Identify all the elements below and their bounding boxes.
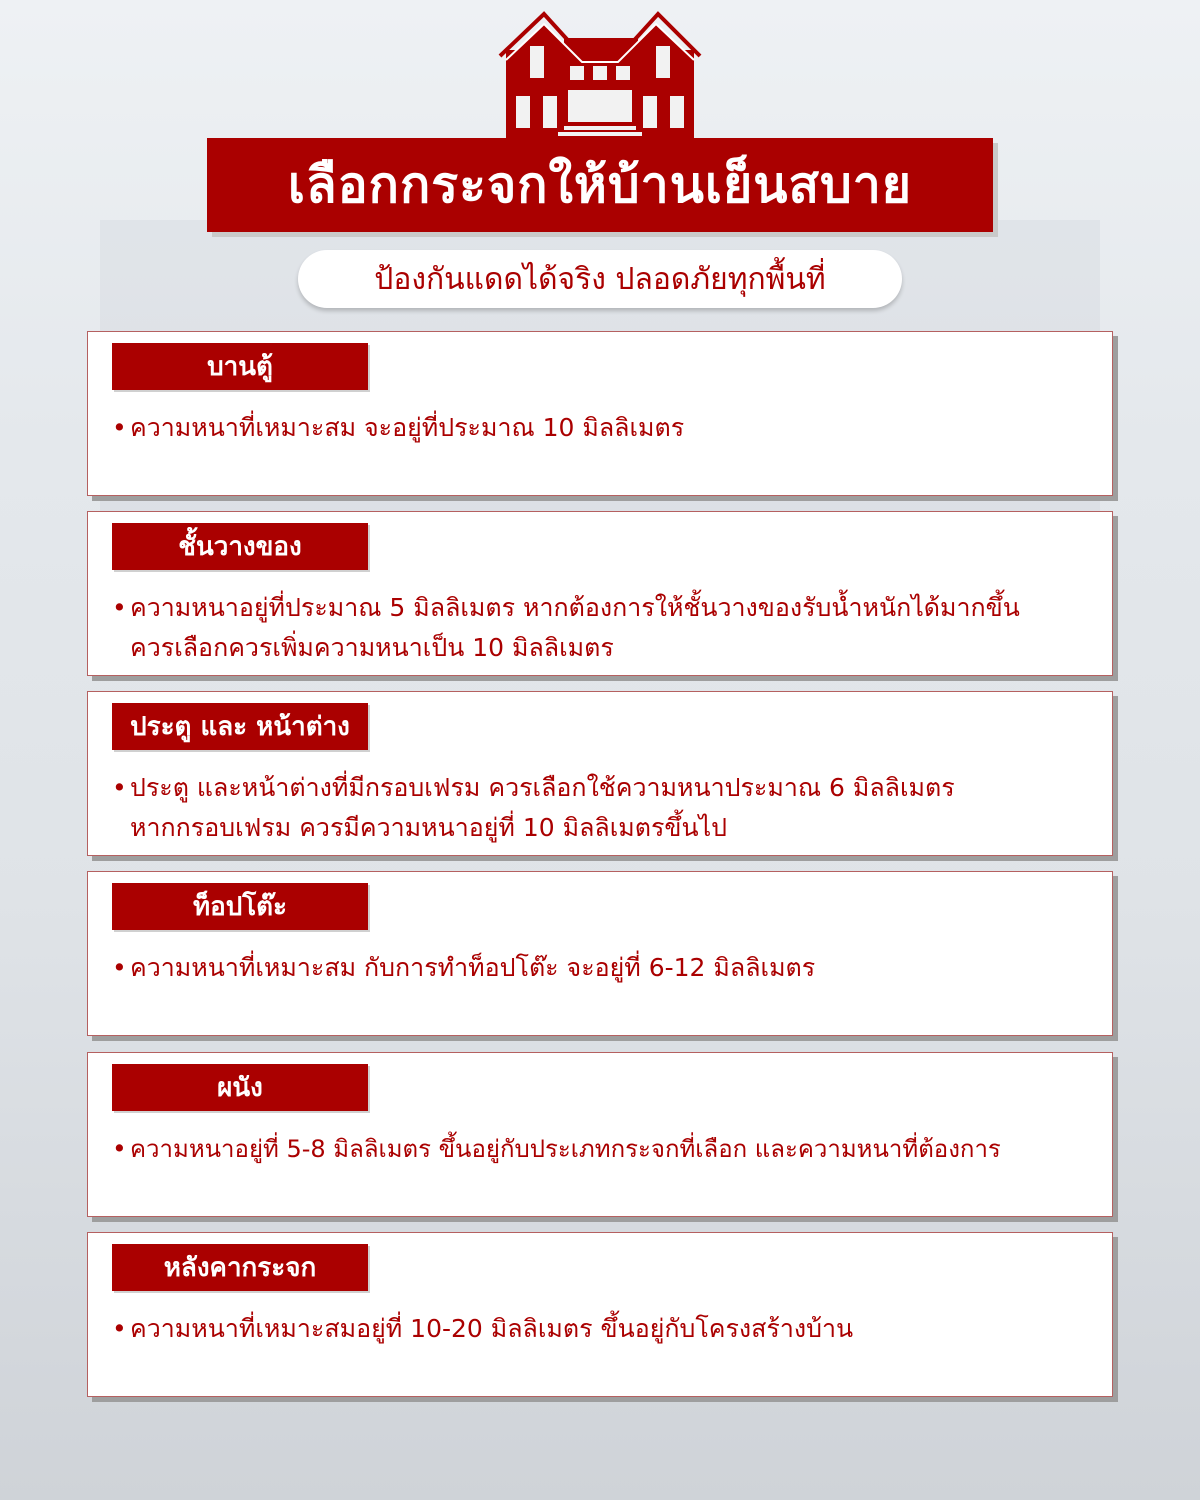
card-tabletop xyxy=(87,871,1113,1036)
card-label: หลังคากระจก xyxy=(112,1244,368,1291)
card-text: ความหนาอยู่ที่ 5-8 มิลลิเมตร ขึ้นอยู่กับประเภทกระจกที่เลือก และความหนาที่ต้องการ xyxy=(130,1135,1001,1163)
bullet: • xyxy=(112,1134,127,1163)
card-label: ท็อปโต๊ะ xyxy=(112,883,368,930)
card-text: ความหนาอยู่ที่ประมาณ 5 มิลลิเมตร หากต้องการให้ชั้นวางของรับน้ำหนักได้มากขึ้น xyxy=(130,593,1020,622)
card-cabinet-door xyxy=(87,331,1113,496)
bullet: • xyxy=(112,773,127,802)
card-label: ชั้นวางของ xyxy=(112,523,368,570)
house-icon xyxy=(498,10,702,140)
bullet: • xyxy=(112,413,127,442)
card-label: ผนัง xyxy=(112,1064,368,1111)
page-title: เลือกกระจกให้บ้านเย็นสบาย xyxy=(207,138,993,232)
card-text: ประตู และหน้าต่างที่มีกรอบเฟรม ควรเลือกใช้ความหนาประมาณ 6 มิลลิเมตร xyxy=(130,773,955,802)
card-text: ความหนาที่เหมาะสมอยู่ที่ 10-20 มิลลิเมตร ขึ้นอยู่กับโครงสร้างบ้าน xyxy=(130,1314,854,1343)
bullet: • xyxy=(112,593,127,622)
card-shelf xyxy=(87,511,1113,676)
card-text: ความหนาที่เหมาะสม กับการทำท็อปโต๊ะ จะอยู่ที่ 6-12 มิลลิเมตร xyxy=(130,953,816,982)
card-door-window xyxy=(87,691,1113,856)
card-glass-roof xyxy=(87,1232,1113,1397)
subtitle-pill: ป้องกันแดดได้จริง ปลอดภัยทุกพื้นที่ xyxy=(298,250,902,308)
card-text: ความหนาที่เหมาะสม จะอยู่ที่ประมาณ 10 มิลลิเมตร xyxy=(130,413,685,442)
card-label: บานตู้ xyxy=(112,343,368,390)
card-text: หากกรอบเฟรม ควรมีความหนาอยู่ที่ 10 มิลลิเมตรขึ้นไป xyxy=(130,813,728,842)
card-text: ควรเลือกควรเพิ่มความหนาเป็น 10 มิลลิเมตร xyxy=(130,633,614,662)
card-wall xyxy=(87,1052,1113,1217)
card-label: ประตู และ หน้าต่าง xyxy=(112,703,368,750)
bullet: • xyxy=(112,953,127,982)
bullet: • xyxy=(112,1314,127,1343)
